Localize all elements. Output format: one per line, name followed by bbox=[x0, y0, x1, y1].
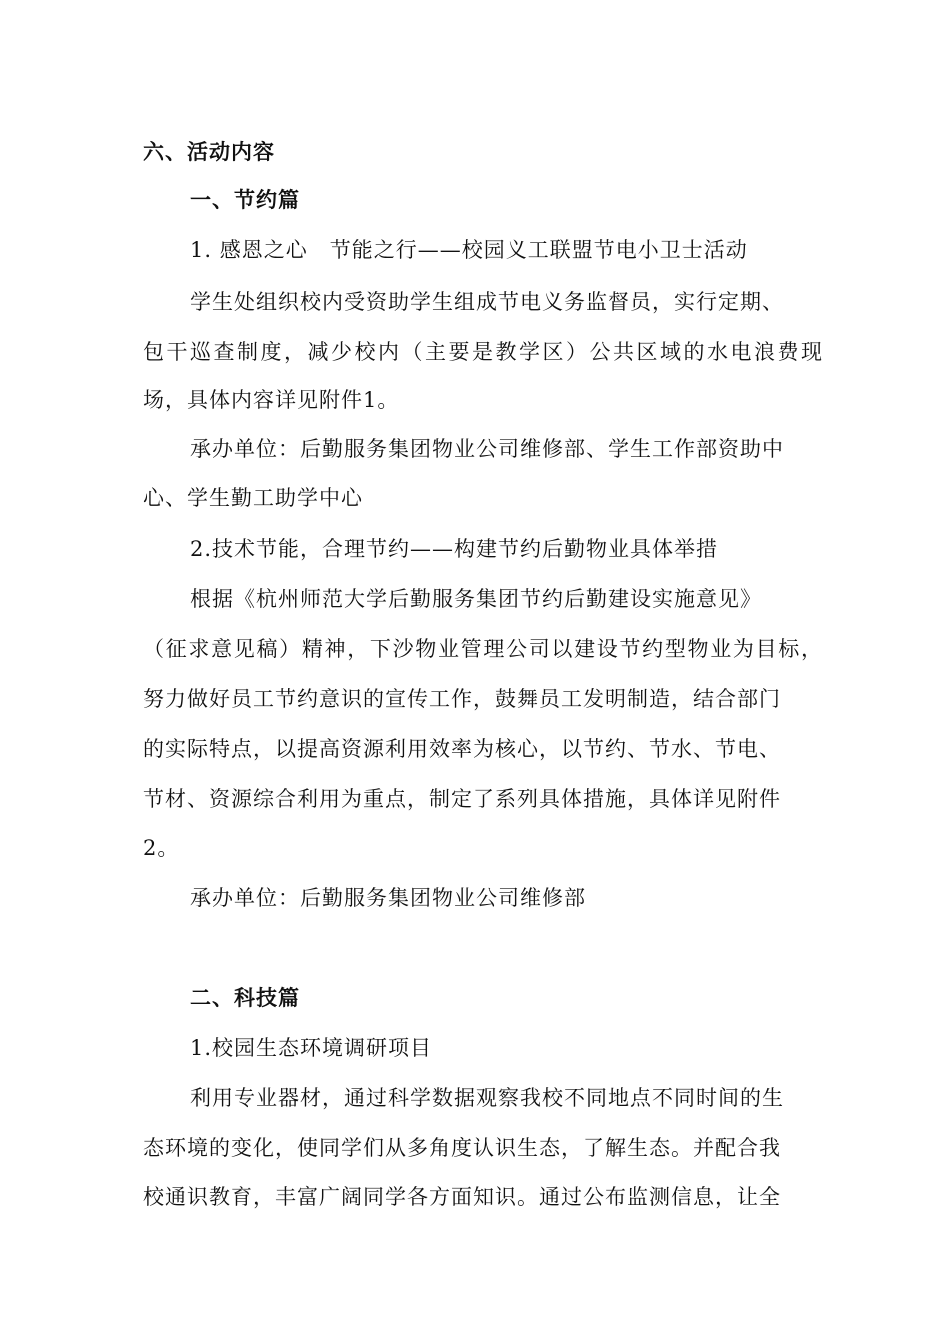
section-heading-tech: 二、科技篇 bbox=[190, 985, 300, 1010]
organizer-line: 心、学生勤工助学中心 bbox=[143, 486, 363, 510]
item-title-tech-1: 1.校园生态环境调研项目 bbox=[190, 1036, 433, 1060]
organizer-line: 承办单位：后勤服务集团物业公司维修部、学生工作部资助中 bbox=[190, 437, 784, 461]
paragraph-line: 2。 bbox=[143, 836, 180, 860]
paragraph-line: 的实际特点，以提高资源利用效率为核心，以节约、节水、节电、 bbox=[143, 737, 781, 761]
paragraph-line: （征求意见稿）精神，下沙物业管理公司以建设节约型物业为目标， bbox=[143, 637, 823, 661]
paragraph-line: 包干巡查制度，减少校内（主要是教学区）公共区域的水电浪费现 bbox=[143, 340, 823, 364]
paragraph-line: 学生处组织校内受资助学生组成节电义务监督员，实行定期、 bbox=[190, 290, 784, 314]
main-heading: 六、活动内容 bbox=[143, 139, 275, 164]
paragraph-line: 校通识教育，丰富广阔同学各方面知识。通过公布监测信息，让全 bbox=[143, 1185, 781, 1209]
paragraph-line: 场，具体内容详见附件1。 bbox=[143, 388, 400, 412]
paragraph-line: 努力做好员工节约意识的宣传工作，鼓舞员工发明制造，结合部门 bbox=[143, 687, 781, 711]
item-title-saving-2: 2.技术节能，合理节约——构建节约后勤物业具体举措 bbox=[190, 537, 719, 561]
section-heading-saving: 一、节约篇 bbox=[190, 187, 300, 212]
item-title-saving-1: 1. 感恩之心 节能之行——校园义工联盟节电小卫士活动 bbox=[190, 238, 748, 262]
paragraph-line: 态环境的变化，使同学们从多角度认识生态，了解生态。并配合我 bbox=[143, 1136, 781, 1160]
paragraph-line: 节材、资源综合利用为重点，制定了系列具体措施，具体详见附件 bbox=[143, 787, 781, 811]
paragraph-line: 利用专业器材，通过科学数据观察我校不同地点不同时间的生 bbox=[190, 1086, 784, 1110]
organizer-line: 承办单位：后勤服务集团物业公司维修部 bbox=[190, 886, 586, 910]
paragraph-line: 根据《杭州师范大学后勤服务集团节约后勤建设实施意见》 bbox=[190, 587, 762, 611]
